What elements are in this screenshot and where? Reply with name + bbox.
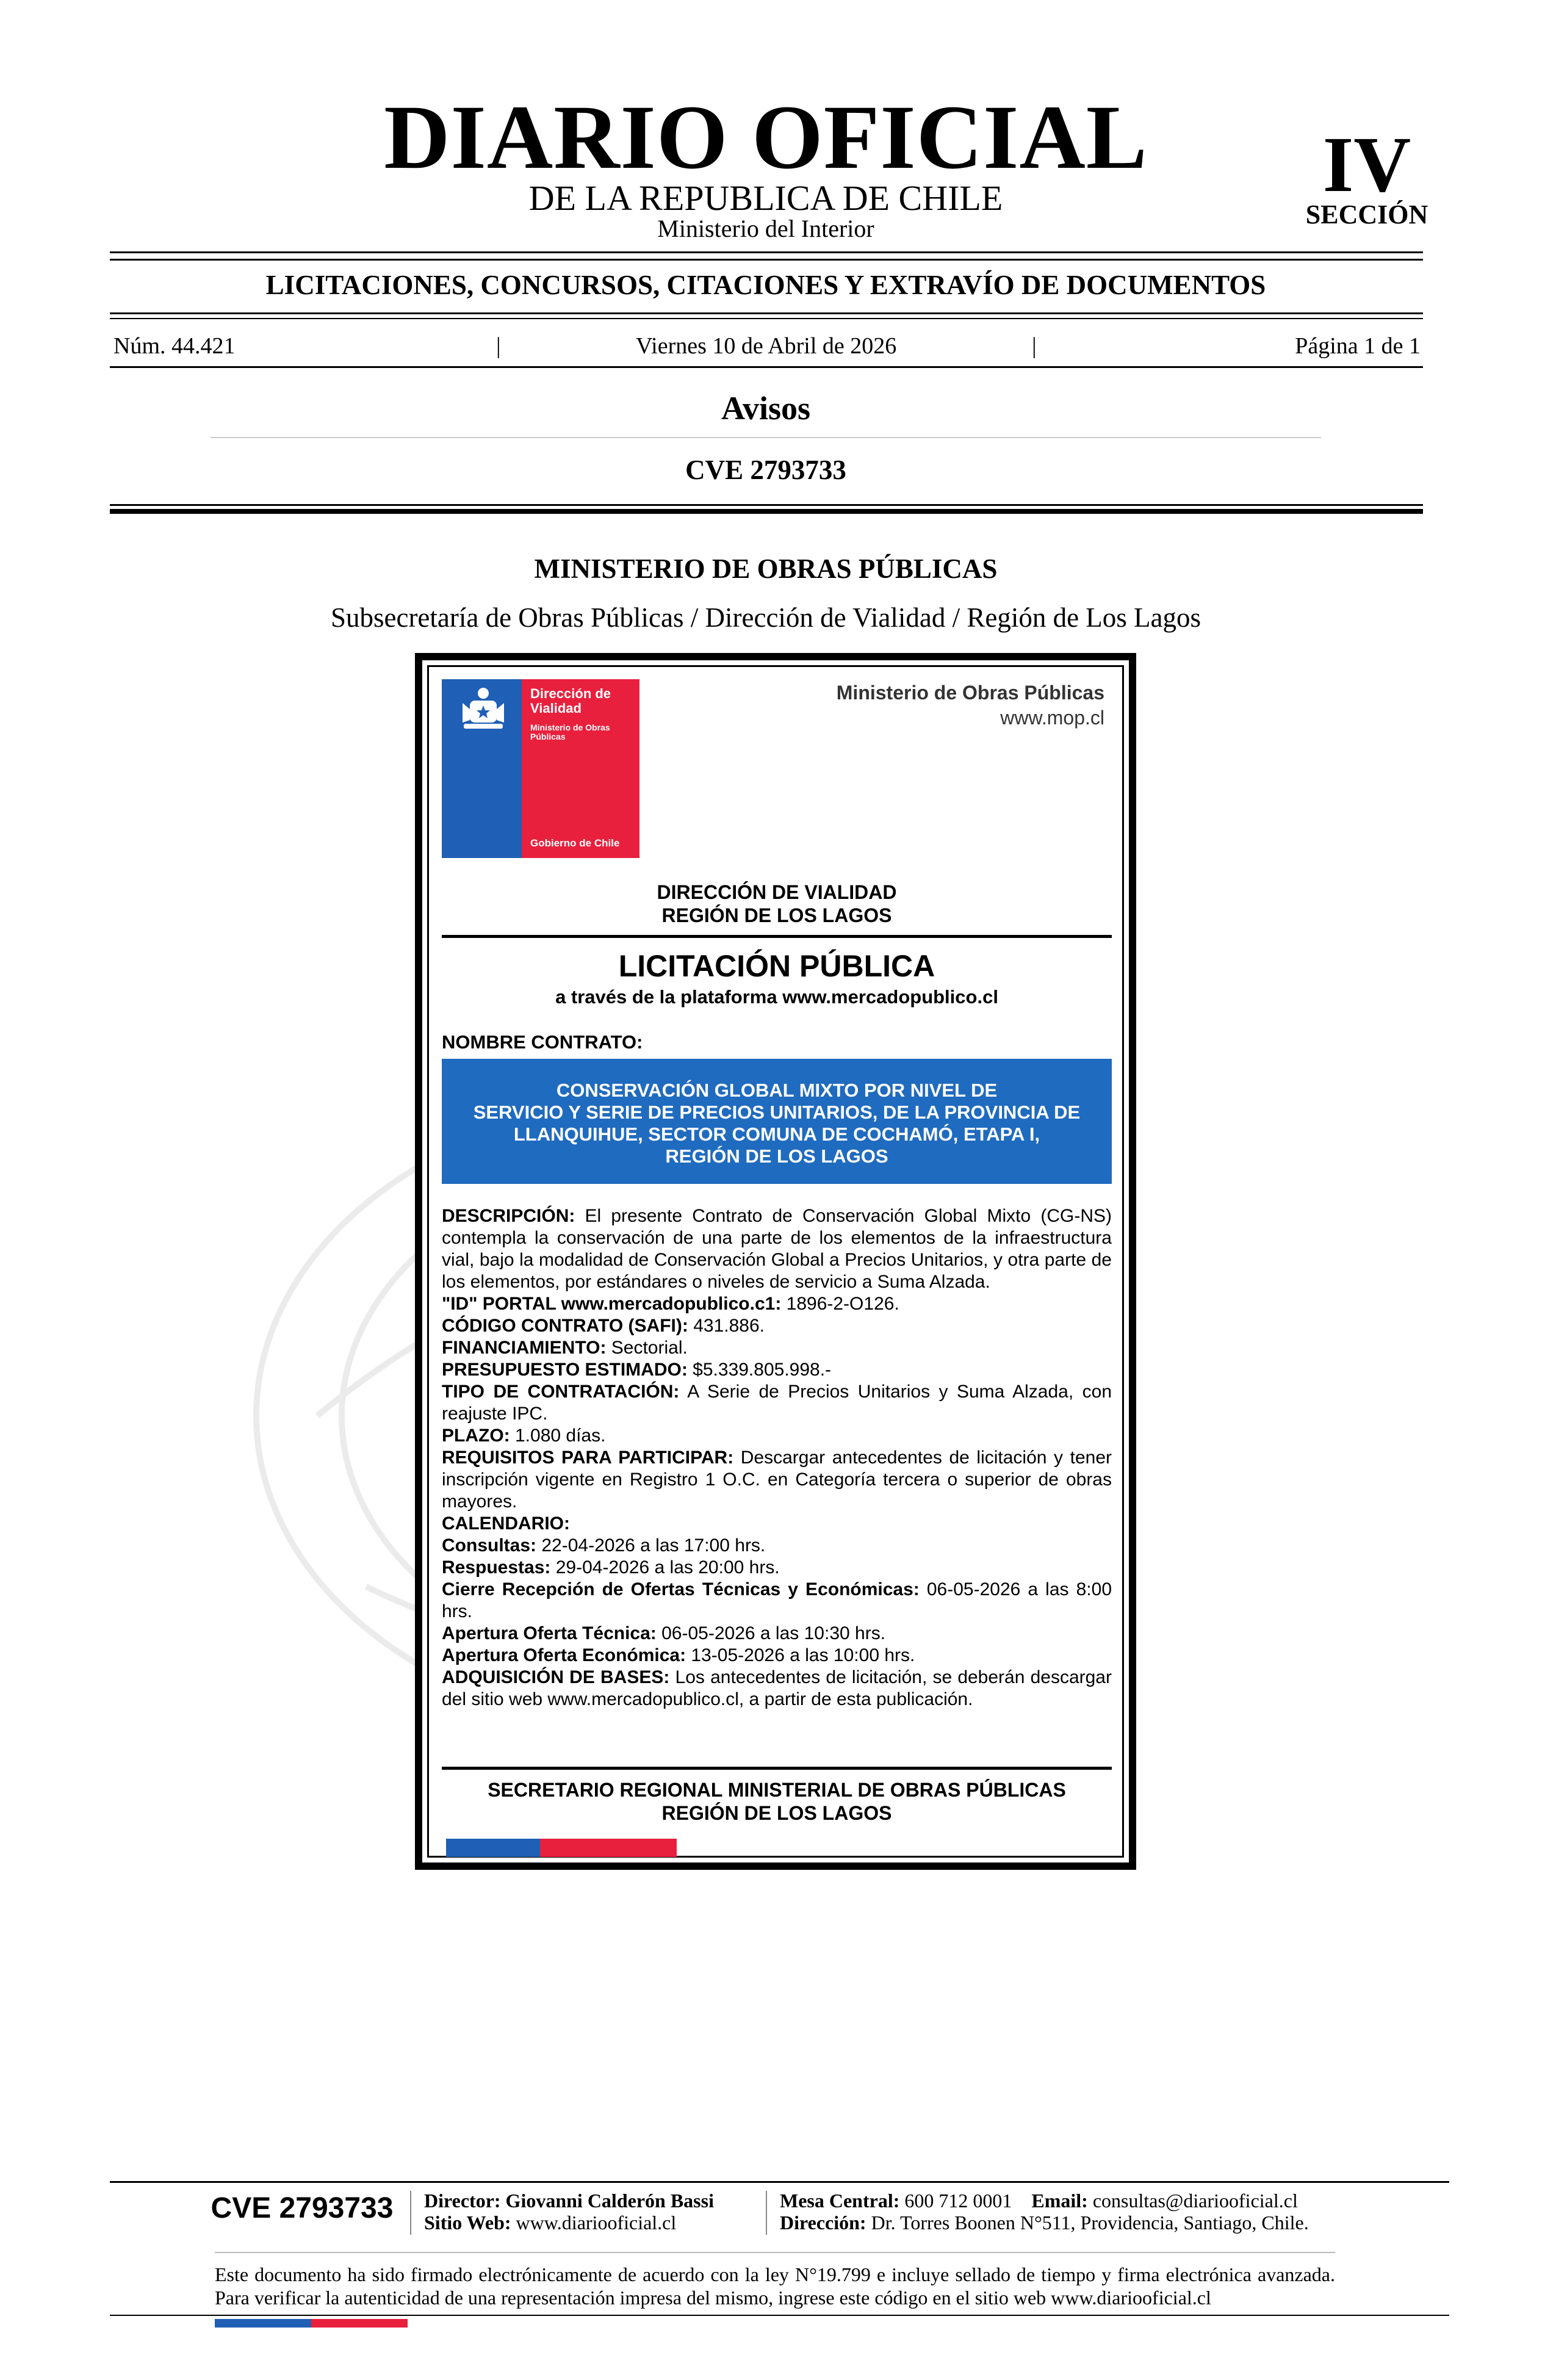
logo-government: Gobierno de Chile xyxy=(530,837,620,849)
header-rule-top-2 xyxy=(110,259,1423,261)
footer-phone-email: Mesa Central: 600 712 0001 Email: consultas@diariooficial.cl xyxy=(780,2190,1298,2212)
cve-rule-2 xyxy=(110,509,1423,514)
footer-website-link[interactable]: www.diariooficial.cl xyxy=(516,2212,677,2234)
footer-flag-blue xyxy=(215,2319,311,2328)
organization-title: MINISTERIO DE OBRAS PÚBLICAS xyxy=(534,554,998,584)
detail-contract-type: TIPO DE CONTRATACIÓN: A Serie de Precios Unitarios y Suma Alzada, con reajuste IPC. xyxy=(442,1382,1112,1424)
contract-name-label: NOMBRE CONTRATO: xyxy=(442,1031,643,1053)
detail-term: PLAZO: 1.080 días. xyxy=(442,1426,606,1446)
detail-offer-closing: Cierre Recepción de Ofertas Técnicas y Económicas: 06-05-2026 a las 8:00 hrs. xyxy=(442,1579,1112,1621)
issue-separator-1: | xyxy=(496,333,501,359)
masthead-title: DIARIO OFICIAL xyxy=(384,87,1148,188)
detail-calendar: CALENDARIO: xyxy=(442,1513,570,1534)
mop-url[interactable]: www.mop.cl xyxy=(1000,707,1104,729)
ad-rule-2 xyxy=(442,1767,1112,1770)
footer-address: Dirección: Dr. Torres Boonen N°511, Providencia, Santiago, Chile. xyxy=(780,2212,1309,2234)
detail-technical-opening: Apertura Oferta Técnica: 06-05-2026 a las 10:30 hrs. xyxy=(442,1623,886,1643)
footer-legal-note: Este documento ha sido firmado electrónicamente de acuerdo con la ley N°19.799 e incluye sellado de tiempo y firma electrónica avanzada. Para verificar la autenticidad de una representación impresa del mismo, ingrese este código en el sitio web www.diariooficial.cl xyxy=(215,2263,1335,2309)
section-number: IV xyxy=(1322,121,1411,209)
footer-rule-top xyxy=(110,2181,1449,2183)
section-label: SECCIÓN xyxy=(1305,200,1428,229)
ad-title: LICITACIÓN PÚBLICA xyxy=(618,949,935,983)
direction-line-2: REGIÓN DE LOS LAGOS xyxy=(661,904,892,926)
footer-director: Director: Giovanni Calderón Bassi xyxy=(424,2190,714,2212)
issue-rule xyxy=(110,366,1423,368)
cve-rule-1 xyxy=(110,504,1423,506)
mop-name: Ministerio de Obras Públicas xyxy=(836,682,1104,704)
page-indicator: Página 1 de 1 xyxy=(1295,333,1421,359)
notice-category: Avisos xyxy=(721,390,811,427)
header-rule-mid-1 xyxy=(110,312,1423,314)
section-title: LICITACIONES, CONCURSOS, CITACIONES Y EXTRAVÍO DE DOCUMENTOS xyxy=(265,270,1266,300)
footer-flag-red xyxy=(311,2319,408,2328)
detail-budget: PRESUPUESTO ESTIMADO: $5.339.805.998.- xyxy=(442,1360,832,1380)
header-rule-top-1 xyxy=(110,251,1423,253)
signature-line-2: REGIÓN DE LOS LAGOS xyxy=(661,1802,892,1824)
detail-requirements: REQUISITOS PARA PARTICIPAR: Descargar antecedentes de licitación y tener inscripción vigente en Registro 1 O.C. en Categoría tercera o superior de obras mayores. xyxy=(442,1448,1112,1512)
flag-stripe-red xyxy=(540,1839,677,1857)
detail-economic-opening: Apertura Oferta Económica: 13-05-2026 a las 10:00 hrs. xyxy=(442,1645,915,1665)
header-rule-mid-2 xyxy=(110,318,1423,319)
contract-name xyxy=(445,1080,1108,1167)
ad-details xyxy=(442,1205,1112,1711)
logo-subtitle-line-1: Ministerio de Obras xyxy=(530,723,610,732)
contract-name-line: REGIÓN DE LOS LAGOS xyxy=(665,1145,888,1167)
signature-line-1: SECRETARIO REGIONAL MINISTERIAL DE OBRAS PÚBLICAS xyxy=(488,1779,1066,1801)
issue-date: Viernes 10 de Abril de 2026 xyxy=(636,333,897,359)
ad-rule-1 xyxy=(442,935,1112,938)
detail-bases: ADQUISICIÓN DE BASES: Los antecedentes de licitación, se deberán descargar del sitio web www.mercadopublico.cl, a partir de esta publicación. xyxy=(442,1667,1112,1709)
suborganization: Subsecretaría de Obras Públicas / Dirección de Vialidad / Región de Los Lagos xyxy=(330,602,1201,633)
avisos-divider xyxy=(211,437,1321,438)
logo-title-line-2: Vialidad xyxy=(530,700,582,716)
flag-stripe-blue xyxy=(446,1839,540,1857)
logo-subtitle-line-2: Públicas xyxy=(530,732,566,742)
notice-cve: CVE 2793733 xyxy=(685,455,846,485)
footer-director-block xyxy=(424,2190,714,2234)
detail-queries: Consultas: 22-04-2026 a las 17:00 hrs. xyxy=(442,1535,766,1556)
logo-title-line-1: Dirección de xyxy=(530,686,611,701)
direction-line-1: DIRECCIÓN DE VIALIDAD xyxy=(657,881,897,903)
ad-subtitle: a través de la plataforma www.mercadopublico.cl xyxy=(555,986,998,1008)
footer-rule-bottom xyxy=(110,2315,1449,2316)
ministry-label: Ministerio del Interior xyxy=(657,215,874,242)
contract-name-line: CONSERVACIÓN GLOBAL MIXTO POR NIVEL DE xyxy=(556,1080,998,1101)
footer-divider-1 xyxy=(410,2191,411,2235)
chile-coat-of-arms-icon xyxy=(459,685,508,740)
detail-contract-code: CÓDIGO CONTRATO (SAFI): 431.886. xyxy=(442,1316,765,1336)
footer-rule-mid xyxy=(215,2252,1335,2253)
footer-cve: CVE 2793733 xyxy=(211,2192,394,2224)
logo-title xyxy=(530,687,611,716)
contract-name-line: LLANQUIHUE, SECTOR COMUNA DE COCHAMÓ, ETAPA I, xyxy=(513,1123,1040,1145)
detail-portal-id: "ID" PORTAL www.mercadopublico.c1: 1896-2-O126. xyxy=(442,1294,899,1314)
footer-divider-2 xyxy=(766,2191,767,2235)
footer-contact-block xyxy=(780,2190,1309,2234)
detail-description: DESCRIPCIÓN: El presente Contrato de Conservación Global Mixto (CG-NS) contempla la conservación de una parte de los elementos de la infraestructura vial, bajo la modalidad de Conservación Global a Precios Unitarios, y otra parte de los elementos, por estándares o niveles de servicio a Suma Alzada. xyxy=(442,1206,1112,1292)
logo-subtitle xyxy=(530,723,610,741)
footer-email-link[interactable]: consultas@diariooficial.cl xyxy=(1092,2190,1298,2212)
issue-number: Núm. 44.421 xyxy=(113,333,236,359)
contract-name-line: SERVICIO Y SERIE DE PRECIOS UNITARIOS, DE LA PROVINCIA DE xyxy=(473,1102,1081,1123)
issue-separator-2: | xyxy=(1032,333,1037,359)
detail-answers: Respuestas: 29-04-2026 a las 20:00 hrs. xyxy=(442,1557,780,1578)
republic-subtitle: DE LA REPUBLICA DE CHILE xyxy=(528,178,1003,218)
detail-financing: FINANCIAMIENTO: Sectorial. xyxy=(442,1338,688,1358)
footer-website: Sitio Web: www.diariooficial.cl xyxy=(424,2212,677,2234)
